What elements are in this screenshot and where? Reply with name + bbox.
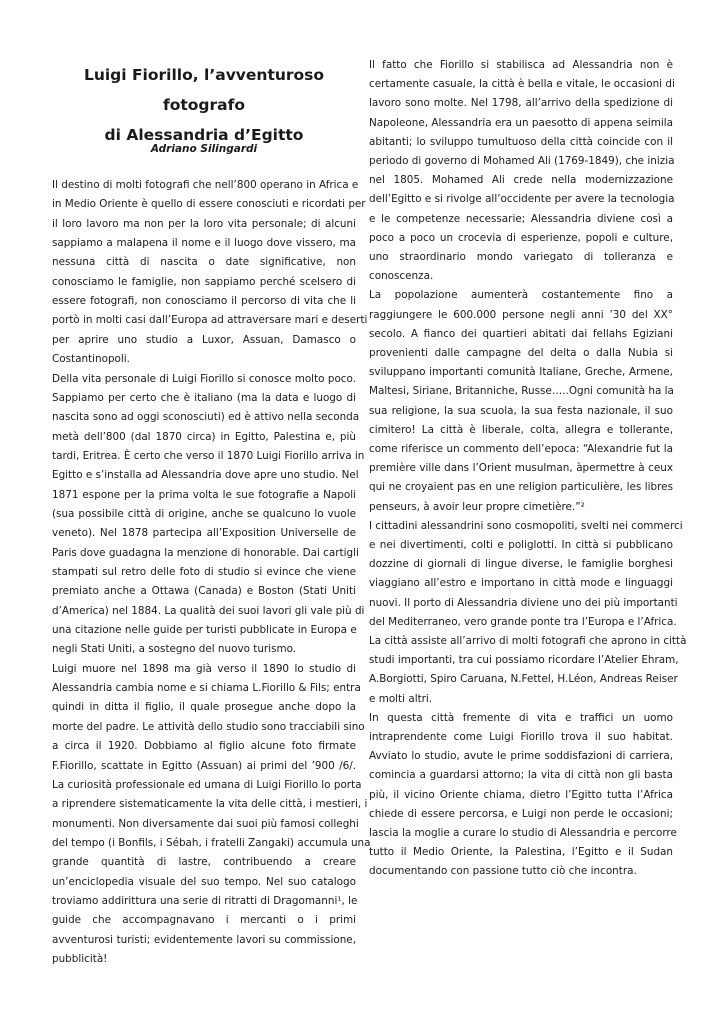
text-line: uno straordinario mondo variegato di tolleranza e bbox=[369, 251, 673, 263]
text-line: tardi, Eritrea. È certo che verso il 1870 Luigi Fiorillo arriva in bbox=[52, 449, 365, 462]
text-line: Avviato lo studio, avute le prime soddisfazioni di carriera, bbox=[369, 750, 673, 763]
text-line: nuovi. Il porto di Alessandria diviene uno dei più importanti bbox=[369, 596, 678, 609]
text-line: Maltesi, Siriane, Britanniche, Russe…..Ogni comunità ha la bbox=[369, 385, 674, 398]
text-line: nel 1805. Mohamed Ali crede nella modernizzazione bbox=[369, 174, 673, 187]
text-line: Paris dove guadagna la menzione di honorable. Dai cartigli bbox=[52, 546, 359, 559]
text-line: Il fatto che Fiorillo si stabilisca ad Alessandria non è bbox=[369, 59, 673, 71]
text-line: Luigi muore nel 1898 ma già verso il 1890 lo studio di bbox=[52, 662, 356, 675]
text-line: per aprire uno studio a Luxor, Assuan, Damasco o bbox=[52, 333, 356, 346]
text-line: intraprendente come Luigi Fiorillo trova il suo habitat. bbox=[369, 731, 673, 743]
text-line: Egitto e s’installa ad Alessandria dove apre uno studio. Nel bbox=[52, 469, 359, 482]
text-line: viaggiano all’estro e importano in città mode e linguaggi bbox=[369, 577, 673, 590]
text-line: guide che accompagnavano i mercanti o i primi bbox=[52, 914, 356, 927]
text-line: a circa il 1920. Dobbiamo al figlio alcune foto firmate bbox=[52, 740, 356, 753]
text-line: I cittadini alessandrini sono cosmopoliti, svelti nei commerci bbox=[369, 519, 683, 532]
text-line: (sua possibile città di origine, anche se qualcuno lo vuole bbox=[52, 507, 356, 520]
text-line: comincia a guardarsi attorno; la vita di città non gli basta bbox=[369, 769, 673, 782]
text-line: cimitero! La città è liberale, colta, allegra e tollerante, bbox=[369, 423, 673, 436]
text-line: In questa città fremente di vita e traffici un uomo bbox=[369, 711, 673, 724]
text-line: metà dell’800 (dal 1870 circa) in Egitto, Palestina e, più bbox=[52, 430, 356, 443]
text-line: nessuna città di nascita o date significative, non bbox=[52, 256, 356, 269]
text-line: troviamo addirittura una serie di ritratti di Dragomanni¹, le bbox=[52, 894, 358, 907]
text-line: certamente casuale, la città è bella e vitale, le occasioni di bbox=[369, 78, 675, 91]
text-line: nascita sono ad oggi sconosciuti) ed è attivo nella seconda bbox=[52, 411, 360, 424]
text-line: e le competenze necessarie; Alessandria diviene così a bbox=[369, 212, 673, 225]
text-line: conoscenza. bbox=[369, 270, 434, 283]
text-line: raggiungere le 600.000 persone negli anni ’30 del XX° bbox=[369, 308, 673, 321]
author-name: Adriano Silingardi bbox=[150, 143, 258, 155]
text-line: grande quantità di lastre, contribuendo a creare bbox=[52, 856, 356, 869]
text-line: una citazione nelle guide per turisti pubblicate in Europa e bbox=[52, 624, 357, 637]
text-line: La città assiste all’arrivo di molti fotografi che aprono in città bbox=[369, 635, 687, 647]
text-line: dell’Egitto e si rivolge all’occidente per avere la tecnologia bbox=[369, 193, 675, 206]
text-line: lascia la moglie a curare lo studio di Alessandria e percorre bbox=[369, 827, 677, 839]
text-line: negli Stati Uniti, a sostegno del nuovo turismo. bbox=[52, 643, 297, 656]
title-line-2: di Alessandria d’Egitto bbox=[104, 126, 304, 144]
text-line: lavoro sono molte. Nel 1798, all’arrivo della spedizione di bbox=[369, 97, 673, 110]
text-line: La curiosità professionale ed umana di Luigi Fiorillo lo porta bbox=[52, 778, 362, 791]
text-line: veneto). Nel 1878 partecipa all’Exposition Universelle de bbox=[52, 527, 356, 540]
text-line: Costantinopoli. bbox=[52, 353, 130, 366]
text-line: sappiamo a malapena il nome e il luogo dove vissero, ma bbox=[52, 237, 356, 250]
text-line: essere fotografi, non conosciamo il percorso di vita che li bbox=[52, 295, 356, 308]
article-title bbox=[52, 60, 356, 150]
text-line: 1871 espone per la prima volta le sue fotografie a Napoli bbox=[52, 488, 356, 501]
text-line: dozzine di giornali di lingue diverse, le famiglie borghesi bbox=[369, 558, 673, 571]
text-line: Il destino di molti fotografi che nell’800 operano in Africa e bbox=[52, 179, 359, 191]
text-line: premiato anche a Ottawa (Canada) e Boston (Stati Uniti bbox=[52, 585, 356, 598]
text-line: documentando con passione tutto ciò che incontra. bbox=[369, 865, 637, 878]
text-line: pubblicità! bbox=[52, 953, 108, 965]
text-line: in Medio Oriente è quello di essere conosciuti e ricordati per bbox=[52, 198, 366, 211]
text-line: abitanti; lo sviluppo tumultuoso della città coincide con il bbox=[369, 135, 673, 148]
text-line: e molti altri. bbox=[369, 692, 433, 705]
text-line: più, il vicino Oriente chiama, dietro l’Egitto tutta l’Africa bbox=[369, 788, 673, 801]
text-line: penseurs, à avoir leur propre cimetière.”² bbox=[369, 500, 585, 513]
text-line: monumenti. Non diversamente dai suoi più famosi colleghi bbox=[52, 817, 359, 830]
text-line: portò in molti casi dall’Europa ad attraversare mari e deserti bbox=[52, 314, 368, 327]
text-line: a riprendere sistematicamente la vita delle città, i mestieri, i bbox=[52, 798, 368, 811]
text-line: provenienti dalle campagne del delta o dalla Nubia si bbox=[369, 347, 673, 359]
text-line: un’enciclopedia visuale del suo tempo. Nel suo catalogo bbox=[52, 875, 356, 888]
text-line: morte del padre. Le attività dello studio sono tracciabili sino bbox=[52, 720, 365, 733]
text-line: Alessandria cambia nome e si chiama L.Fiorillo & Fils; entra bbox=[52, 682, 361, 695]
text-line: chiede di essere percorsa, e Luigi non perde le occasioni; bbox=[369, 807, 673, 820]
text-line: del Mediterraneo, vero grande ponte tra l’Europa e l’Africa. bbox=[369, 615, 677, 628]
text-line: secolo. A fianco dei quartieri abitati dai fellahs Egiziani bbox=[369, 327, 673, 340]
text-line: sviluppano importanti comunità Italiane, Greche, Armene, bbox=[369, 366, 673, 379]
text-line: poco a poco un crocevia di esperienze, popoli e culture, bbox=[369, 231, 673, 244]
text-line: del tempo (i Bonfils, i Sébah, i fratelli Zangaki) accumula una bbox=[52, 836, 371, 849]
text-line: il loro lavoro ma non per la loro vita personale; di alcuni bbox=[52, 217, 356, 230]
text-line: e nei divertimenti, colti e poliglotti. In città si pubblicano bbox=[369, 539, 673, 551]
text-line: d’America) nel 1884. La qualità dei suoi lavori gli vale più di bbox=[52, 604, 365, 617]
text-line: tutto il Medio Oriente, la Palestina, l’Egitto e il Sudan bbox=[369, 846, 673, 859]
text-line: come riferisce un commento dell’epoca: “Alexandrie fut la bbox=[369, 443, 673, 455]
text-line: conosciamo le famiglie, non sappiamo perché scelsero di bbox=[52, 275, 356, 288]
text-line: quindi in ditta il figlio, il quale prosegue anche dopo la bbox=[52, 701, 356, 714]
text-line: periodo di governo di Mohamed Ali (1769-1849), che inizia bbox=[369, 155, 675, 167]
text-line: La popolazione aumenterà costantemente fino a bbox=[369, 289, 673, 302]
text-line: avventurosi turisti; evidentemente lavori su commissione, bbox=[52, 933, 356, 946]
text-line: Della vita personale di Luigi Fiorillo si conosce molto poco. bbox=[52, 372, 356, 385]
text-line: studi importanti, tra cui possiamo ricordare l’Atelier Ehram, bbox=[369, 654, 679, 667]
text-line: qui ne croyaient pas en une religion particulière, les libres bbox=[369, 481, 673, 494]
text-line: Sappiamo per certo che è italiano (ma la data e luogo di bbox=[52, 391, 356, 404]
text-line: stampati sul retro delle foto di studio si evince che viene bbox=[52, 566, 356, 578]
text-line: Napoleone, Alessandria era un paesotto di appena seimila bbox=[369, 116, 673, 129]
text-line: sua religione, la sua scuola, la sua festa nazionale, il suo bbox=[369, 404, 673, 417]
text-line: A.Borgiotti, Spiro Caruana, N.Fettel, H.Léon, Andreas Reiser bbox=[369, 673, 678, 686]
text-line: F.Fiorillo, scattate in Egitto (Assuan) ai primi del ’900 /6/. bbox=[52, 759, 356, 772]
title-line-1: Luigi Fiorillo, l’avventuroso fotografo bbox=[83, 66, 325, 114]
text-line: première ville dans l’Orient musulman, àpermettre à ceux bbox=[369, 462, 673, 475]
